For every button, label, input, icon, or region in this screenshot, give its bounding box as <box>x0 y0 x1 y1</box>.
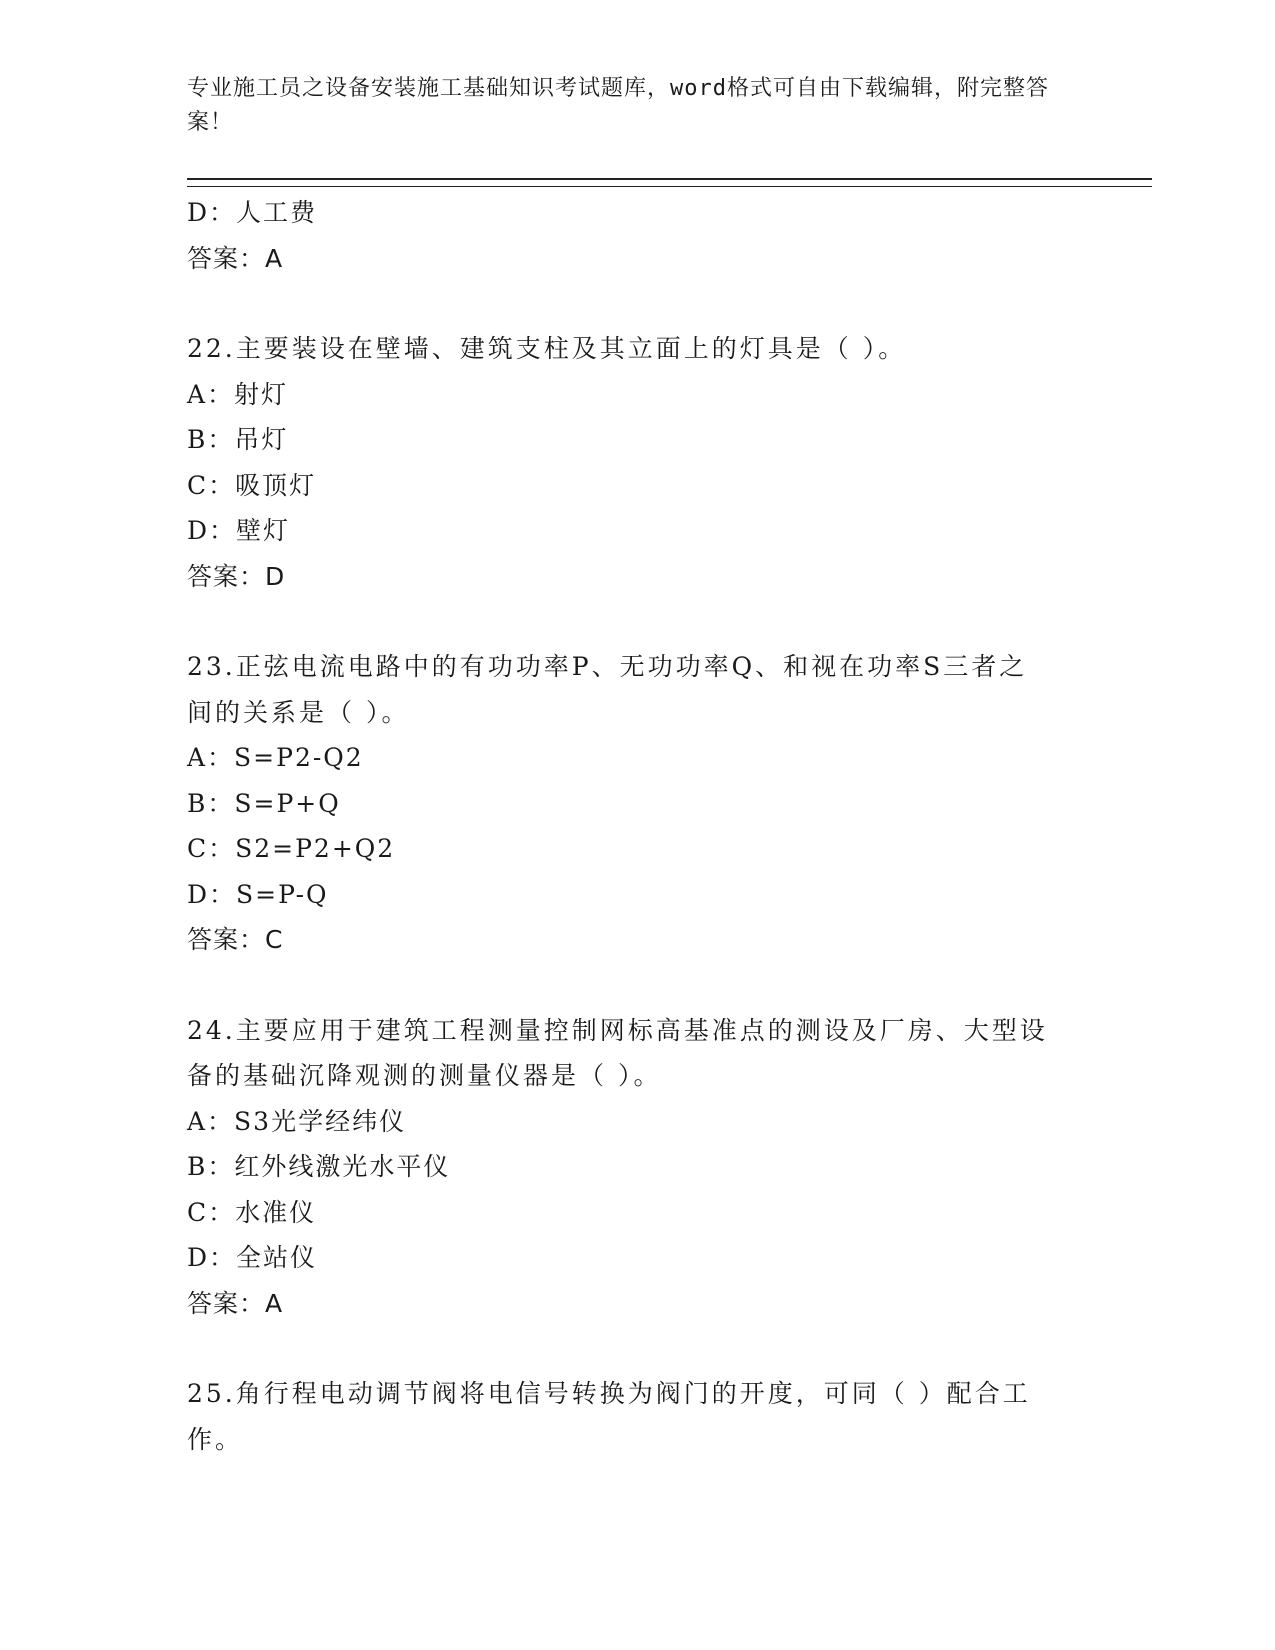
option-d: D：人工费 <box>187 198 318 227</box>
option-a: A：S=P2-Q2 <box>187 743 364 772</box>
answer-line: 答案：A <box>187 1288 284 1318</box>
option-d: D：S=P-Q <box>187 879 329 909</box>
answer-line: 答案：D <box>187 561 286 591</box>
answer-line: 答案：C <box>187 925 284 954</box>
question-stem-line-1: 25.角行程电动调节阀将电信号转换为阀门的开度，可同（ ）配合工 <box>187 1379 1031 1408</box>
document-body <box>187 190 1087 1462</box>
question-stem: 22.主要装设在壁墙、建筑支柱及其立面上的灯具是（ ）。 <box>187 334 907 363</box>
question-stem-line-2: 间的关系是（ ）。 <box>187 697 410 727</box>
question-22 <box>187 326 1087 599</box>
option-b: B：红外线激光水平仪 <box>187 1152 451 1181</box>
option-d: D：全站仪 <box>187 1243 318 1272</box>
option-c: C：吸顶灯 <box>187 470 317 500</box>
option-a: A：S3光学经纬仪 <box>187 1106 407 1136</box>
question-stem-line-1: 23.正弦电流电路中的有功功率P、无功功率Q、和视在功率S三者之 <box>187 652 1028 681</box>
question-24 <box>187 1008 1087 1327</box>
header-divider <box>187 178 1152 187</box>
question-stem-line-2: 作。 <box>187 1424 244 1454</box>
option-b: B：吊灯 <box>187 425 289 454</box>
question-23 <box>187 644 1087 963</box>
option-b: B：S=P+Q <box>187 788 341 818</box>
question-25 <box>187 1371 1087 1462</box>
option-c: C：水准仪 <box>187 1197 317 1227</box>
document-header: 专业施工员之设备安装施工基础知识考试题库，word格式可自由下载编辑，附完整答案！ <box>187 76 1049 135</box>
question-stem-line-2: 备的基础沉降观测的测量仪器是（ ）。 <box>187 1061 662 1090</box>
option-a: A：射灯 <box>187 379 289 409</box>
answer-line: 答案：A <box>187 243 284 273</box>
question-stem-line-1: 24.主要应用于建筑工程测量控制网标高基准点的测设及厂房、大型设 <box>187 1015 1048 1045</box>
option-d: D：壁灯 <box>187 516 291 545</box>
option-c: C：S2=P2+Q2 <box>187 834 396 863</box>
